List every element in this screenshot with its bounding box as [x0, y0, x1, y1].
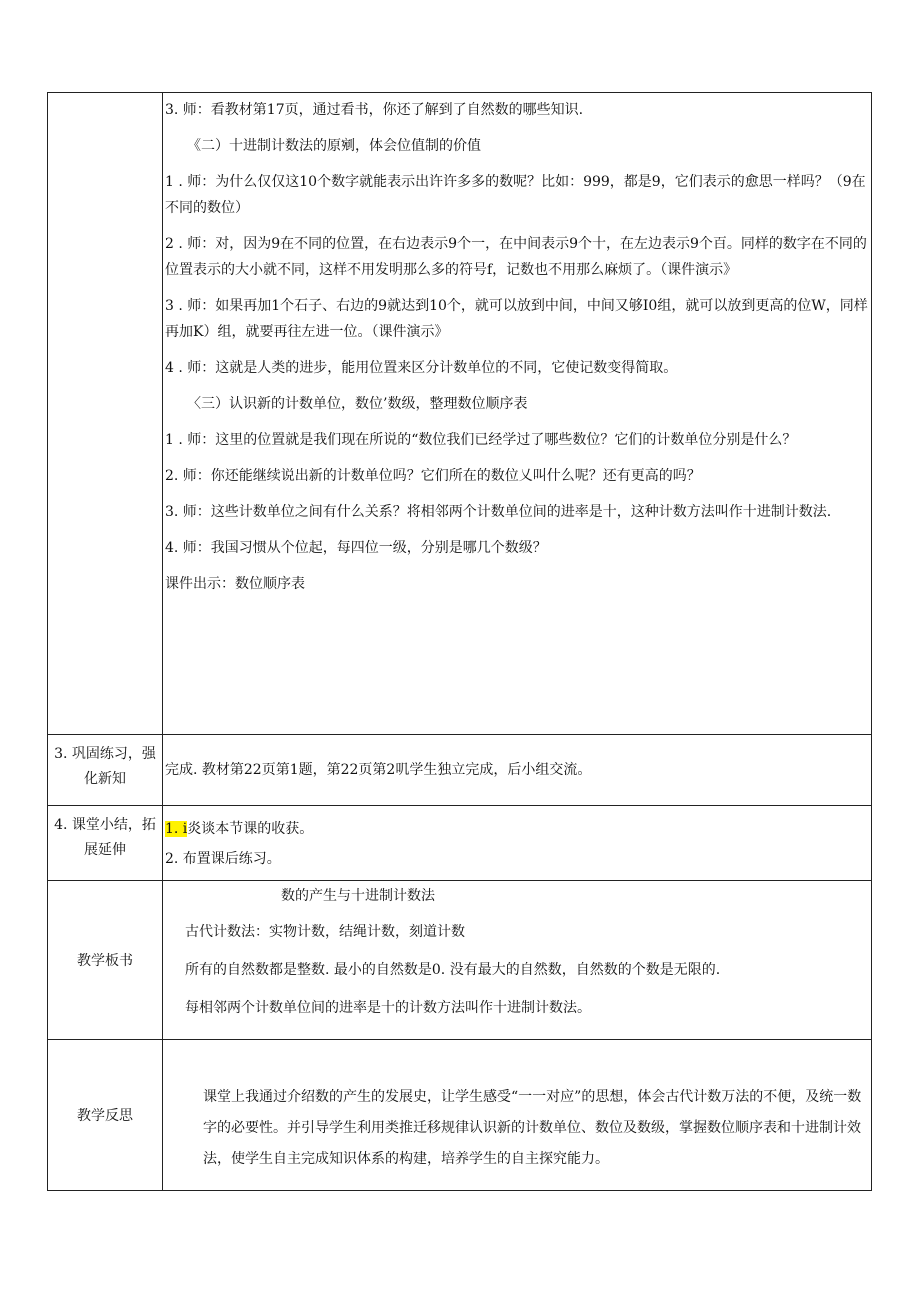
process-line: 1 . 师：为什么仅仅这10个数字就能表示出许许多多的数呢？比如：999，都是9，它们表示的愈思一样吗？（9在不同的数位） [165, 174, 866, 216]
process-line: 1 . 师：这里的位置就是我们现在所说的“数位我们已经学过了哪些数位？它们的计数单位分别是什么？ [165, 432, 797, 448]
process-line: 4 . 师：这就是人类的进步，能用位置来区分计数单位的不同，它使记数变得简取。 [165, 360, 678, 376]
process-row-label-cell [48, 93, 163, 735]
practice-label-cell [48, 735, 163, 806]
highlighted-number: 1. i [165, 821, 188, 837]
summary-line-1-text: 炎谈本节课的收获。 [187, 821, 314, 837]
summary-content-cell [163, 806, 872, 881]
board-line: 每相邻两个计数单位间的进率是十的计数方法叫作十进制计数法。 [185, 1000, 591, 1016]
reflection-label-cell [48, 1040, 163, 1191]
practice-content-cell [163, 735, 872, 806]
practice-label-line: 3. 巩固练习，强 [54, 746, 156, 762]
board-title: 数的产生与十进制计数法 [281, 888, 435, 904]
summary-row [48, 806, 872, 881]
board-content-cell [163, 881, 872, 1040]
process-line: 4. 师：我国习惯从个位起，每四位一级，分别是哪几个数级？ [165, 540, 547, 556]
practice-text: 完成. 教材第22页第1题，第22页第2叽学生独立完成，后小组交流。 [165, 762, 592, 778]
summary-label-line: 展延伸 [84, 842, 126, 858]
process-line: 课件出示：数位顺序表 [165, 576, 305, 592]
reflection-row [48, 1040, 872, 1191]
board-line: 所有的自然数都是整数. 最小的自然数是0. 没有最大的自然数，自然数的个数是无限的. [185, 962, 721, 978]
practice-row [48, 735, 872, 806]
board-label-cell [48, 881, 163, 1040]
process-line: 2. 师：你还能继续说出新的计数单位吗？它们所在的数位乂叫什么呢？还有更高的吗？ [165, 468, 701, 484]
summary-label-line: 4. 课堂小结，拓 [54, 817, 156, 833]
process-line: 2 . 师：对，因为9在不同的位置，在右边表示9个一，在中间表示9个十，在左边表示9个百。同样的数字在不同的位置表示的大小就不同，这样不用发明那么多的符号f，记数也不用那么麻烦了。（课件演示》 [165, 236, 867, 278]
reflection-content-cell [163, 1040, 872, 1191]
section-heading: 《二）十进制计数法的原剜，体会位值制的价值 [187, 138, 481, 154]
board-row [48, 881, 872, 1040]
lesson-plan-table [47, 92, 872, 1191]
reflection-text: 课堂上我通过介绍数的产生的发展史，让学生感受“一一对应”的思想，体会古代计数万法的不便，及统一数字的必要性。并引导学生利用类推迁移规律认识新的计数单位、数位及数级，掌握数位顺序表和十进制计效法，使学生自主完成知识体系的构建，培养学生的自主探究能力。 [203, 1089, 862, 1167]
section-heading: 〈三）认识新的计数单位，数位’数级，整理数位顺序表 [187, 396, 528, 412]
board-label: 教学板书 [77, 953, 133, 969]
process-content-cell [163, 93, 872, 735]
process-row [48, 93, 872, 735]
summary-label-cell [48, 806, 163, 881]
practice-label-line: 化新知 [84, 771, 126, 787]
process-line: 3 . 师：如果再加1个石子、右边的9就达到10个，就可以放到中间，中间又够I0组，就可以放到更高的位W，同样再加K）组，就要再往左进一位。（课件演示》 [165, 298, 868, 340]
reflection-label: 教学反思 [77, 1108, 133, 1124]
process-line: 3. 师：这些计数单位之间有什么关系？将相邻两个计数单位间的进率是十，这种计数方法叫作十进制计数法. [165, 504, 832, 520]
summary-line-2: 2. 布置课后练习。 [165, 851, 281, 867]
board-line: 古代计数法：实物计数，结绳计数，刻道计数 [185, 924, 465, 940]
summary-line-1 [165, 814, 869, 844]
process-line: 3. 师：看教材第17页，通过看书，你还了解到了自然数的哪些知识. [165, 102, 584, 118]
